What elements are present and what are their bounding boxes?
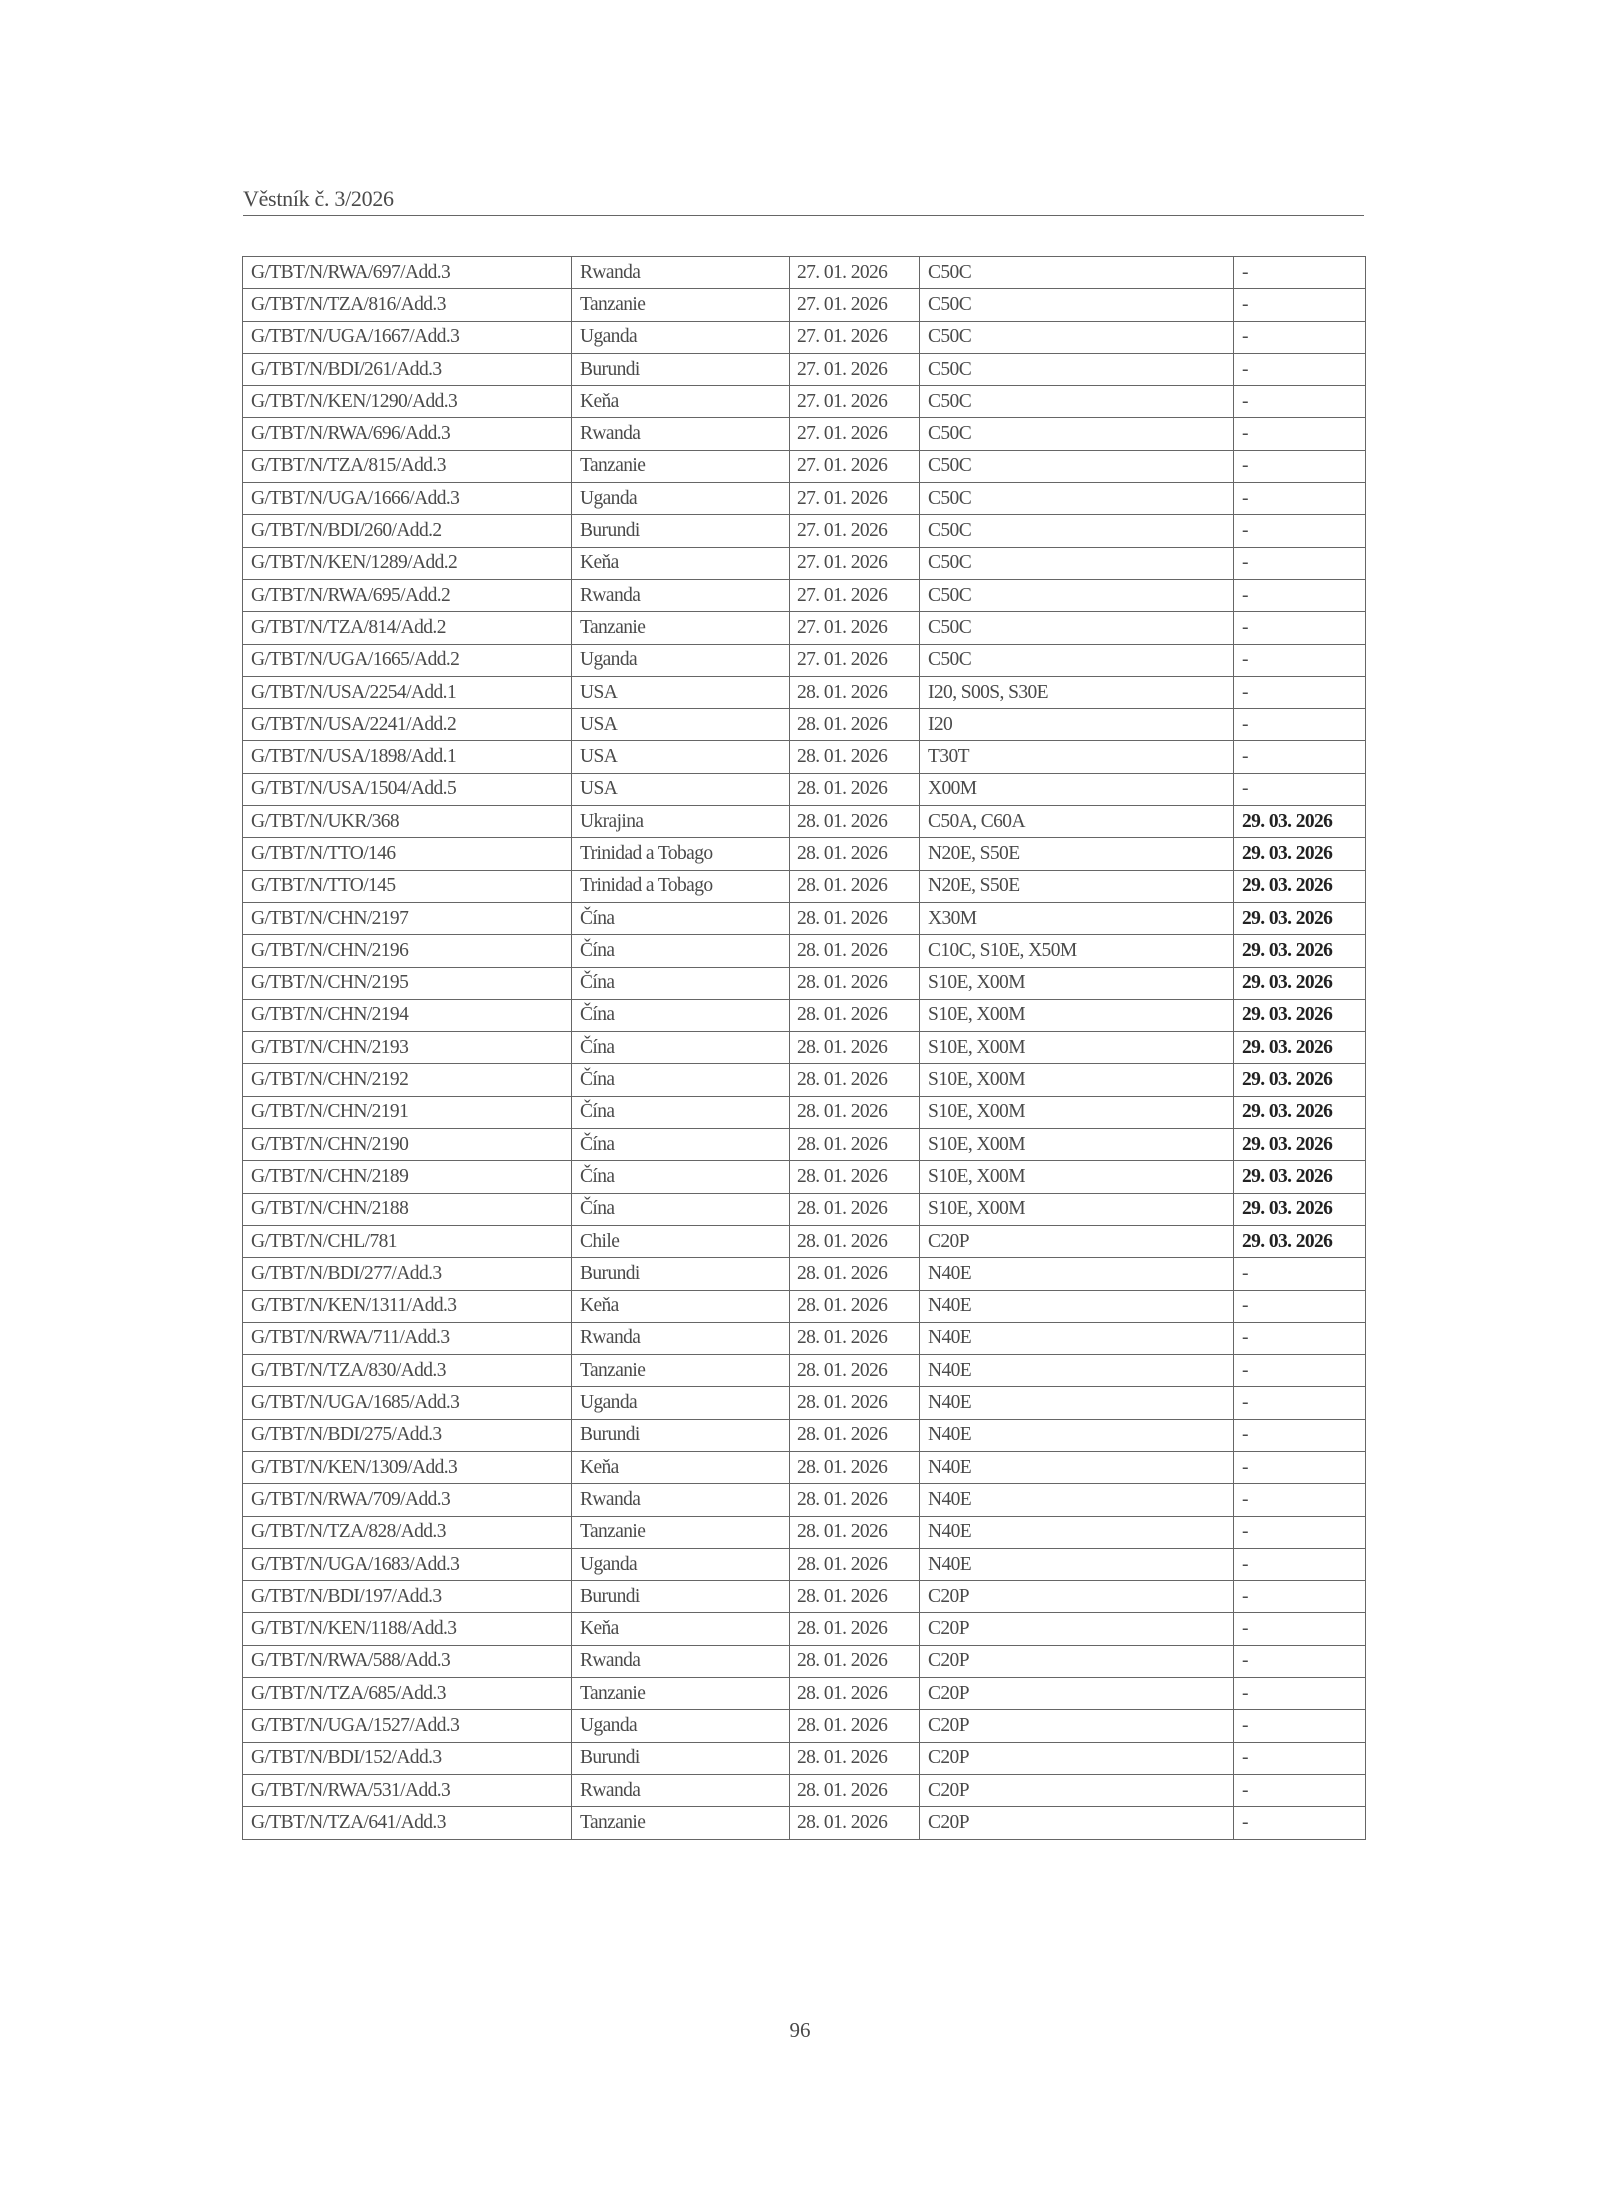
ics-code-cell: C20P: [920, 1225, 1234, 1257]
country-cell: Keňa: [572, 1613, 790, 1645]
comment-deadline-cell: -: [1234, 1774, 1366, 1806]
table-row: [243, 1710, 1366, 1742]
country-cell: Burundi: [572, 515, 790, 547]
ics-code-cell: S10E, X00M: [920, 1193, 1234, 1225]
country-cell: Rwanda: [572, 1645, 790, 1677]
ics-code-cell: C20P: [920, 1774, 1234, 1806]
country-cell: Tanzanie: [572, 1678, 790, 1710]
comment-deadline-cell: -: [1234, 1548, 1366, 1580]
ics-code-cell: N20E, S50E: [920, 838, 1234, 870]
ics-code-cell: S10E, X00M: [920, 1032, 1234, 1064]
table-row: [243, 1096, 1366, 1128]
ics-code-cell: C50C: [920, 547, 1234, 579]
ics-code-cell: N40E: [920, 1258, 1234, 1290]
comment-deadline-cell: 29. 03. 2026: [1234, 935, 1366, 967]
notification-date-cell: 28. 01. 2026: [790, 1678, 920, 1710]
document-code-cell: G/TBT/N/RWA/696/Add.3: [243, 418, 572, 450]
notification-date-cell: 28. 01. 2026: [790, 806, 920, 838]
ics-code-cell: C50C: [920, 257, 1234, 289]
country-cell: Tanzanie: [572, 1355, 790, 1387]
ics-code-cell: S10E, X00M: [920, 967, 1234, 999]
ics-code-cell: C20P: [920, 1581, 1234, 1613]
comment-deadline-cell: -: [1234, 709, 1366, 741]
document-code-cell: G/TBT/N/KEN/1309/Add.3: [243, 1451, 572, 1483]
document-code-cell: G/TBT/N/USA/1898/Add.1: [243, 741, 572, 773]
comment-deadline-cell: -: [1234, 1484, 1366, 1516]
document-code-cell: G/TBT/N/RWA/711/Add.3: [243, 1322, 572, 1354]
table-row: [243, 902, 1366, 934]
table-row: [243, 257, 1366, 289]
country-cell: USA: [572, 773, 790, 805]
table-row: [243, 1129, 1366, 1161]
document-code-cell: G/TBT/N/CHL/781: [243, 1225, 572, 1257]
table-row: [243, 1807, 1366, 1839]
country-cell: Keňa: [572, 547, 790, 579]
comment-deadline-cell: 29. 03. 2026: [1234, 1225, 1366, 1257]
country-cell: Ukrajina: [572, 806, 790, 838]
table-row: [243, 1225, 1366, 1257]
document-code-cell: G/TBT/N/BDI/260/Add.2: [243, 515, 572, 547]
notification-date-cell: 28. 01. 2026: [790, 1548, 920, 1580]
table-row: [243, 1774, 1366, 1806]
table-row: [243, 1032, 1366, 1064]
country-cell: Čína: [572, 1032, 790, 1064]
notification-date-cell: 28. 01. 2026: [790, 902, 920, 934]
ics-code-cell: N40E: [920, 1387, 1234, 1419]
table-row: [243, 806, 1366, 838]
table-row: [243, 1193, 1366, 1225]
document-code-cell: G/TBT/N/CHN/2192: [243, 1064, 572, 1096]
document-code-cell: G/TBT/N/TTO/146: [243, 838, 572, 870]
ics-code-cell: C50A, C60A: [920, 806, 1234, 838]
comment-deadline-cell: -: [1234, 741, 1366, 773]
ics-code-cell: C50C: [920, 386, 1234, 418]
document-code-cell: G/TBT/N/CHN/2190: [243, 1129, 572, 1161]
country-cell: Tanzanie: [572, 450, 790, 482]
table-row: [243, 1613, 1366, 1645]
table-row: [243, 1258, 1366, 1290]
country-cell: Uganda: [572, 1387, 790, 1419]
comment-deadline-cell: -: [1234, 773, 1366, 805]
document-code-cell: G/TBT/N/RWA/695/Add.2: [243, 579, 572, 611]
country-cell: Čína: [572, 967, 790, 999]
table-row: [243, 289, 1366, 321]
comment-deadline-cell: -: [1234, 321, 1366, 353]
country-cell: Keňa: [572, 386, 790, 418]
ics-code-cell: C50C: [920, 353, 1234, 385]
notification-date-cell: 28. 01. 2026: [790, 1419, 920, 1451]
table-row: [243, 418, 1366, 450]
country-cell: Tanzanie: [572, 289, 790, 321]
country-cell: Čína: [572, 902, 790, 934]
ics-code-cell: N40E: [920, 1548, 1234, 1580]
ics-code-cell: C50C: [920, 450, 1234, 482]
notification-date-cell: 28. 01. 2026: [790, 1064, 920, 1096]
table-row: [243, 773, 1366, 805]
country-cell: Chile: [572, 1225, 790, 1257]
table-row: [243, 709, 1366, 741]
ics-code-cell: N40E: [920, 1355, 1234, 1387]
country-cell: Rwanda: [572, 1322, 790, 1354]
comment-deadline-cell: 29. 03. 2026: [1234, 967, 1366, 999]
table-row: [243, 999, 1366, 1031]
table-row: [243, 1678, 1366, 1710]
ics-code-cell: C20P: [920, 1710, 1234, 1742]
table-row: [243, 676, 1366, 708]
table-row: [243, 1645, 1366, 1677]
notification-date-cell: 28. 01. 2026: [790, 1193, 920, 1225]
country-cell: Keňa: [572, 1451, 790, 1483]
document-code-cell: G/TBT/N/CHN/2188: [243, 1193, 572, 1225]
document-code-cell: G/TBT/N/UKR/368: [243, 806, 572, 838]
ics-code-cell: N20E, S50E: [920, 870, 1234, 902]
ics-code-cell: C50C: [920, 321, 1234, 353]
document-code-cell: G/TBT/N/KEN/1311/Add.3: [243, 1290, 572, 1322]
document-code-cell: G/TBT/N/KEN/1290/Add.3: [243, 386, 572, 418]
notification-date-cell: 28. 01. 2026: [790, 1129, 920, 1161]
comment-deadline-cell: 29. 03. 2026: [1234, 1032, 1366, 1064]
table-row: [243, 515, 1366, 547]
table-row: [243, 1581, 1366, 1613]
document-code-cell: G/TBT/N/CHN/2196: [243, 935, 572, 967]
comment-deadline-cell: -: [1234, 1581, 1366, 1613]
document-code-cell: G/TBT/N/CHN/2195: [243, 967, 572, 999]
country-cell: Keňa: [572, 1290, 790, 1322]
country-cell: Rwanda: [572, 579, 790, 611]
notification-date-cell: 28. 01. 2026: [790, 1484, 920, 1516]
table-row: [243, 1484, 1366, 1516]
comment-deadline-cell: -: [1234, 257, 1366, 289]
document-code-cell: G/TBT/N/KEN/1289/Add.2: [243, 547, 572, 579]
notification-date-cell: 28. 01. 2026: [790, 1516, 920, 1548]
document-code-cell: G/TBT/N/BDI/277/Add.3: [243, 1258, 572, 1290]
country-cell: Trinidad a Tobago: [572, 838, 790, 870]
comment-deadline-cell: -: [1234, 1290, 1366, 1322]
ics-code-cell: N40E: [920, 1516, 1234, 1548]
table-row: [243, 1548, 1366, 1580]
document-code-cell: G/TBT/N/USA/2254/Add.1: [243, 676, 572, 708]
comment-deadline-cell: -: [1234, 1451, 1366, 1483]
notification-date-cell: 28. 01. 2026: [790, 1322, 920, 1354]
ics-code-cell: N40E: [920, 1451, 1234, 1483]
document-code-cell: G/TBT/N/USA/2241/Add.2: [243, 709, 572, 741]
notification-date-cell: 28. 01. 2026: [790, 1032, 920, 1064]
comment-deadline-cell: 29. 03. 2026: [1234, 1193, 1366, 1225]
document-code-cell: G/TBT/N/TZA/816/Add.3: [243, 289, 572, 321]
country-cell: Tanzanie: [572, 1516, 790, 1548]
table-row: [243, 1451, 1366, 1483]
ics-code-cell: C20P: [920, 1613, 1234, 1645]
document-code-cell: G/TBT/N/UGA/1527/Add.3: [243, 1710, 572, 1742]
comment-deadline-cell: -: [1234, 1645, 1366, 1677]
notification-date-cell: 28. 01. 2026: [790, 1774, 920, 1806]
comment-deadline-cell: -: [1234, 418, 1366, 450]
country-cell: Burundi: [572, 1419, 790, 1451]
table-row: [243, 353, 1366, 385]
notification-date-cell: 28. 01. 2026: [790, 1742, 920, 1774]
comment-deadline-cell: -: [1234, 515, 1366, 547]
notification-date-cell: 28. 01. 2026: [790, 1387, 920, 1419]
comment-deadline-cell: -: [1234, 676, 1366, 708]
ics-code-cell: S10E, X00M: [920, 1064, 1234, 1096]
ics-code-cell: S10E, X00M: [920, 1161, 1234, 1193]
ics-code-cell: S10E, X00M: [920, 1129, 1234, 1161]
ics-code-cell: C50C: [920, 579, 1234, 611]
notification-date-cell: 27. 01. 2026: [790, 612, 920, 644]
comment-deadline-cell: -: [1234, 612, 1366, 644]
document-code-cell: G/TBT/N/CHN/2197: [243, 902, 572, 934]
table-row: [243, 741, 1366, 773]
notification-date-cell: 28. 01. 2026: [790, 1161, 920, 1193]
country-cell: Burundi: [572, 353, 790, 385]
document-code-cell: G/TBT/N/TZA/830/Add.3: [243, 1355, 572, 1387]
ics-code-cell: N40E: [920, 1484, 1234, 1516]
document-code-cell: G/TBT/N/RWA/709/Add.3: [243, 1484, 572, 1516]
notification-date-cell: 27. 01. 2026: [790, 515, 920, 547]
table-row: [243, 935, 1366, 967]
comment-deadline-cell: 29. 03. 2026: [1234, 806, 1366, 838]
comment-deadline-cell: 29. 03. 2026: [1234, 870, 1366, 902]
notification-date-cell: 27. 01. 2026: [790, 386, 920, 418]
country-cell: Burundi: [572, 1258, 790, 1290]
country-cell: Rwanda: [572, 1484, 790, 1516]
country-cell: USA: [572, 676, 790, 708]
comment-deadline-cell: 29. 03. 2026: [1234, 999, 1366, 1031]
notification-date-cell: 28. 01. 2026: [790, 1581, 920, 1613]
notifications-table: [242, 256, 1366, 1840]
country-cell: Čína: [572, 1064, 790, 1096]
notification-date-cell: 27. 01. 2026: [790, 257, 920, 289]
document-code-cell: G/TBT/N/TZA/815/Add.3: [243, 450, 572, 482]
ics-code-cell: I20, S00S, S30E: [920, 676, 1234, 708]
comment-deadline-cell: 29. 03. 2026: [1234, 838, 1366, 870]
comment-deadline-cell: -: [1234, 1710, 1366, 1742]
table-row: [243, 483, 1366, 515]
country-cell: Čína: [572, 1129, 790, 1161]
notification-date-cell: 28. 01. 2026: [790, 741, 920, 773]
comment-deadline-cell: -: [1234, 579, 1366, 611]
notification-date-cell: 27. 01. 2026: [790, 547, 920, 579]
comment-deadline-cell: -: [1234, 1258, 1366, 1290]
document-code-cell: G/TBT/N/UGA/1685/Add.3: [243, 1387, 572, 1419]
country-cell: Tanzanie: [572, 1807, 790, 1839]
notification-date-cell: 28. 01. 2026: [790, 1258, 920, 1290]
ics-code-cell: C50C: [920, 515, 1234, 547]
country-cell: Burundi: [572, 1742, 790, 1774]
comment-deadline-cell: 29. 03. 2026: [1234, 1129, 1366, 1161]
country-cell: Rwanda: [572, 257, 790, 289]
notification-date-cell: 28. 01. 2026: [790, 1096, 920, 1128]
table-row: [243, 1322, 1366, 1354]
comment-deadline-cell: -: [1234, 289, 1366, 321]
ics-code-cell: I20: [920, 709, 1234, 741]
notification-date-cell: 27. 01. 2026: [790, 644, 920, 676]
document-code-cell: G/TBT/N/CHN/2193: [243, 1032, 572, 1064]
comment-deadline-cell: -: [1234, 547, 1366, 579]
comment-deadline-cell: -: [1234, 1613, 1366, 1645]
comment-deadline-cell: -: [1234, 483, 1366, 515]
table-row: [243, 1290, 1366, 1322]
notification-date-cell: 28. 01. 2026: [790, 1451, 920, 1483]
table-row: [243, 644, 1366, 676]
ics-code-cell: C20P: [920, 1645, 1234, 1677]
comment-deadline-cell: 29. 03. 2026: [1234, 1096, 1366, 1128]
document-code-cell: G/TBT/N/BDI/152/Add.3: [243, 1742, 572, 1774]
table-row: [243, 1355, 1366, 1387]
document-code-cell: G/TBT/N/BDI/197/Add.3: [243, 1581, 572, 1613]
notification-date-cell: 28. 01. 2026: [790, 1807, 920, 1839]
page-header-title: Věstník č. 3/2026: [243, 186, 394, 211]
ics-code-cell: N40E: [920, 1419, 1234, 1451]
comment-deadline-cell: -: [1234, 353, 1366, 385]
table-row: [243, 838, 1366, 870]
document-code-cell: G/TBT/N/UGA/1683/Add.3: [243, 1548, 572, 1580]
notification-date-cell: 28. 01. 2026: [790, 1645, 920, 1677]
document-code-cell: G/TBT/N/CHN/2191: [243, 1096, 572, 1128]
header-divider: [243, 215, 1364, 216]
country-cell: Tanzanie: [572, 612, 790, 644]
country-cell: Rwanda: [572, 1774, 790, 1806]
notification-date-cell: 27. 01. 2026: [790, 579, 920, 611]
country-cell: Rwanda: [572, 418, 790, 450]
notification-date-cell: 27. 01. 2026: [790, 418, 920, 450]
notification-date-cell: 28. 01. 2026: [790, 999, 920, 1031]
country-cell: Uganda: [572, 1548, 790, 1580]
table-row: [243, 870, 1366, 902]
country-cell: Uganda: [572, 483, 790, 515]
comment-deadline-cell: -: [1234, 386, 1366, 418]
document-code-cell: G/TBT/N/UGA/1666/Add.3: [243, 483, 572, 515]
table-row: [243, 547, 1366, 579]
notification-date-cell: 28. 01. 2026: [790, 1290, 920, 1322]
comment-deadline-cell: -: [1234, 1742, 1366, 1774]
country-cell: Uganda: [572, 321, 790, 353]
ics-code-cell: X30M: [920, 902, 1234, 934]
country-cell: Čína: [572, 1161, 790, 1193]
document-code-cell: G/TBT/N/KEN/1188/Add.3: [243, 1613, 572, 1645]
document-code-cell: G/TBT/N/CHN/2189: [243, 1161, 572, 1193]
ics-code-cell: S10E, X00M: [920, 1096, 1234, 1128]
comment-deadline-cell: -: [1234, 1355, 1366, 1387]
ics-code-cell: C50C: [920, 612, 1234, 644]
document-code-cell: G/TBT/N/UGA/1665/Add.2: [243, 644, 572, 676]
country-cell: Čína: [572, 1193, 790, 1225]
comment-deadline-cell: -: [1234, 450, 1366, 482]
country-cell: USA: [572, 741, 790, 773]
notification-date-cell: 28. 01. 2026: [790, 838, 920, 870]
table-row: [243, 1516, 1366, 1548]
ics-code-cell: C20P: [920, 1807, 1234, 1839]
ics-code-cell: N40E: [920, 1322, 1234, 1354]
country-cell: Trinidad a Tobago: [572, 870, 790, 902]
ics-code-cell: C20P: [920, 1678, 1234, 1710]
notification-date-cell: 27. 01. 2026: [790, 321, 920, 353]
ics-code-cell: C20P: [920, 1742, 1234, 1774]
country-cell: Burundi: [572, 1581, 790, 1613]
table-row: [243, 612, 1366, 644]
document-code-cell: G/TBT/N/BDI/275/Add.3: [243, 1419, 572, 1451]
document-code-cell: G/TBT/N/TZA/641/Add.3: [243, 1807, 572, 1839]
ics-code-cell: C50C: [920, 483, 1234, 515]
ics-code-cell: X00M: [920, 773, 1234, 805]
table-row: [243, 386, 1366, 418]
comment-deadline-cell: 29. 03. 2026: [1234, 1064, 1366, 1096]
document-code-cell: G/TBT/N/TZA/814/Add.2: [243, 612, 572, 644]
country-cell: Čína: [572, 1096, 790, 1128]
notification-date-cell: 28. 01. 2026: [790, 870, 920, 902]
country-cell: Čína: [572, 999, 790, 1031]
document-code-cell: G/TBT/N/TTO/145: [243, 870, 572, 902]
table-row: [243, 321, 1366, 353]
ics-code-cell: S10E, X00M: [920, 999, 1234, 1031]
table-row: [243, 967, 1366, 999]
country-cell: Čína: [572, 935, 790, 967]
table-row: [243, 1419, 1366, 1451]
comment-deadline-cell: -: [1234, 1419, 1366, 1451]
country-cell: USA: [572, 709, 790, 741]
document-code-cell: G/TBT/N/RWA/697/Add.3: [243, 257, 572, 289]
table-row: [243, 579, 1366, 611]
ics-code-cell: C10C, S10E, X50M: [920, 935, 1234, 967]
ics-code-cell: N40E: [920, 1290, 1234, 1322]
document-code-cell: G/TBT/N/RWA/588/Add.3: [243, 1645, 572, 1677]
notification-date-cell: 27. 01. 2026: [790, 289, 920, 321]
notification-date-cell: 28. 01. 2026: [790, 709, 920, 741]
notification-date-cell: 28. 01. 2026: [790, 676, 920, 708]
notification-date-cell: 28. 01. 2026: [790, 967, 920, 999]
ics-code-cell: C50C: [920, 289, 1234, 321]
table-row: [243, 1742, 1366, 1774]
country-cell: Uganda: [572, 644, 790, 676]
country-cell: Uganda: [572, 1710, 790, 1742]
table-row: [243, 1064, 1366, 1096]
ics-code-cell: C50C: [920, 418, 1234, 450]
notification-date-cell: 28. 01. 2026: [790, 1613, 920, 1645]
comment-deadline-cell: 29. 03. 2026: [1234, 902, 1366, 934]
notification-date-cell: 28. 01. 2026: [790, 1355, 920, 1387]
comment-deadline-cell: -: [1234, 1516, 1366, 1548]
notification-date-cell: 28. 01. 2026: [790, 935, 920, 967]
notification-date-cell: 28. 01. 2026: [790, 773, 920, 805]
comment-deadline-cell: 29. 03. 2026: [1234, 1161, 1366, 1193]
document-code-cell: G/TBT/N/RWA/531/Add.3: [243, 1774, 572, 1806]
notification-date-cell: 27. 01. 2026: [790, 483, 920, 515]
table-row: [243, 1161, 1366, 1193]
table-row: [243, 1387, 1366, 1419]
notification-date-cell: 27. 01. 2026: [790, 450, 920, 482]
table-row: [243, 450, 1366, 482]
document-code-cell: G/TBT/N/TZA/828/Add.3: [243, 1516, 572, 1548]
comment-deadline-cell: -: [1234, 1807, 1366, 1839]
notification-date-cell: 28. 01. 2026: [790, 1225, 920, 1257]
comment-deadline-cell: -: [1234, 1678, 1366, 1710]
comment-deadline-cell: -: [1234, 644, 1366, 676]
ics-code-cell: C50C: [920, 644, 1234, 676]
notification-date-cell: 28. 01. 2026: [790, 1710, 920, 1742]
document-code-cell: G/TBT/N/BDI/261/Add.3: [243, 353, 572, 385]
comment-deadline-cell: -: [1234, 1387, 1366, 1419]
document-code-cell: G/TBT/N/USA/1504/Add.5: [243, 773, 572, 805]
page-number: 96: [789, 2018, 811, 2042]
document-code-cell: G/TBT/N/CHN/2194: [243, 999, 572, 1031]
document-code-cell: G/TBT/N/UGA/1667/Add.3: [243, 321, 572, 353]
comment-deadline-cell: -: [1234, 1322, 1366, 1354]
ics-code-cell: T30T: [920, 741, 1234, 773]
notification-date-cell: 27. 01. 2026: [790, 353, 920, 385]
document-code-cell: G/TBT/N/TZA/685/Add.3: [243, 1678, 572, 1710]
